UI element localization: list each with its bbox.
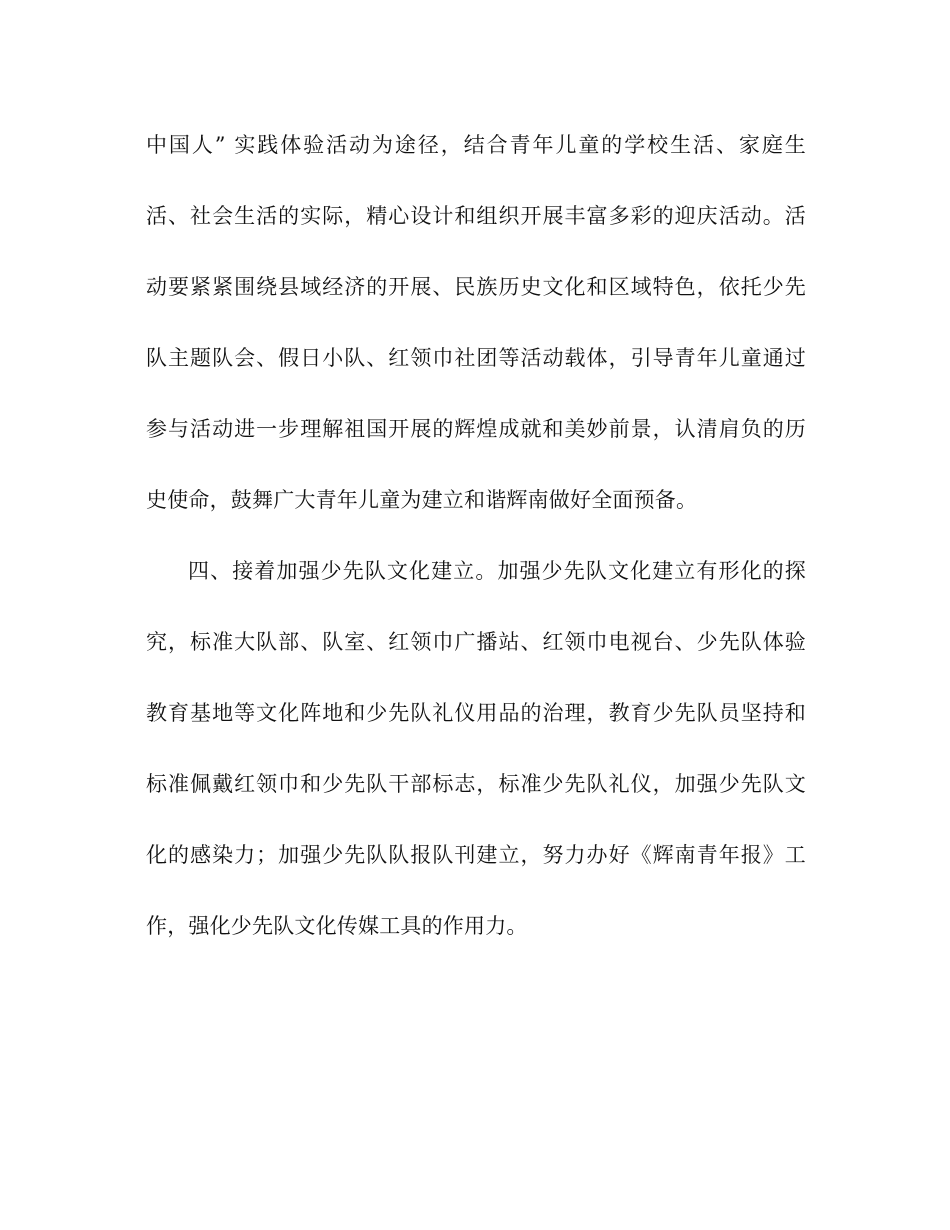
paragraph-line: 教育基地等文化阵地和少先队礼仪用品的治理，教育少先队员坚持和	[146, 701, 806, 725]
paragraph-line: 动要紧紧围绕县域经济的开展、民族历史文化和区域特色，依托少先	[146, 275, 806, 299]
paragraph-line: 参与活动进一步理解祖国开展的辉煌成就和美妙前景，认清肩负的历	[146, 417, 806, 441]
paragraph-line: 活、社会生活的实际，精心设计和组织开展丰富多彩的迎庆活动。活	[146, 204, 806, 228]
paragraph-line: 标准佩戴红领巾和少先队干部标志，标准少先队礼仪，加强少先队文	[146, 772, 806, 796]
paragraph-line: 队主题队会、假日小队、红领巾社团等活动载体，引导青年儿童通过	[146, 346, 806, 370]
paragraph-line: 史使命，鼓舞广大青年儿童为建立和谐辉南做好全面预备。	[146, 488, 698, 512]
paragraph-line: 作，强化少先队文化传媒工具的作用力。	[146, 914, 528, 938]
paragraph-line: 四、接着加强少先队文化建立。加强少先队文化建立有形化的探	[188, 559, 806, 583]
paragraph-line: 究，标准大队部、队室、红领巾广播站、红领巾电视台、少先队体验	[146, 630, 806, 654]
paragraph-line: 化的感染力；加强少先队队报队刊建立，努力办好《辉南青年报》工	[146, 843, 806, 867]
paragraph-line: 中国人” 实践体验活动为途径，结合青年儿童的学校生活、家庭生	[146, 133, 806, 157]
